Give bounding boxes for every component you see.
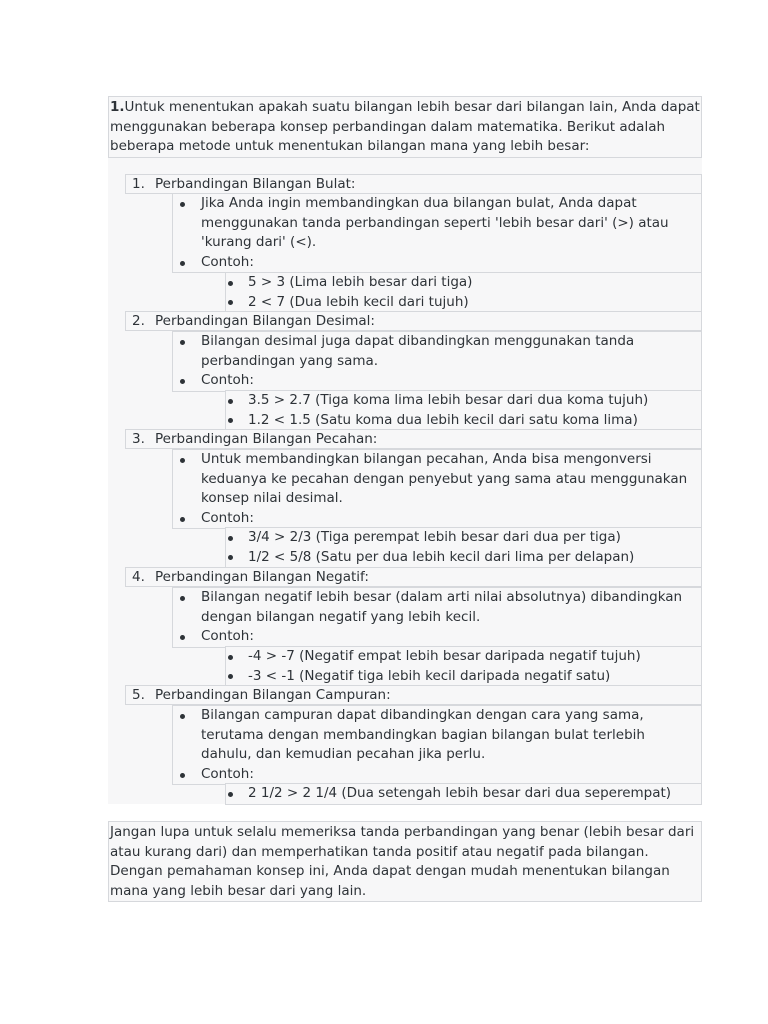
- bullet-text: Untuk membandingkan bilangan pecahan, Anda bisa mengonversi: [201, 451, 652, 467]
- bullet-text: dahulu, dan kemudian pecahan jika perlu.: [201, 746, 486, 762]
- section-title: Perbandingan Bilangan Desimal:: [155, 313, 375, 329]
- example-item: 1.2 < 1.5 (Satu koma dua lebih kecil dari satu koma lima): [248, 411, 638, 428]
- bullet-dot: [228, 555, 233, 560]
- intro-number: 1.: [110, 99, 125, 115]
- bullet-text: terutama dengan membandingkan bagian bilangan bulat terlebih: [201, 726, 645, 743]
- bullet-dot: [180, 517, 185, 522]
- example-item: 3.5 > 2.7 (Tiga koma lima lebih besar dari dua koma tujuh): [248, 392, 649, 408]
- section-title: Perbandingan Bilangan Pecahan:: [155, 431, 378, 447]
- bullet-dot: [180, 714, 185, 719]
- closing-paragraph: [108, 821, 702, 902]
- intro-paragraph: [108, 96, 702, 158]
- contoh-label: Contoh:: [201, 253, 254, 270]
- bullet-dot: [228, 399, 233, 404]
- example-item: 5 > 3 (Lima lebih besar dari tiga): [248, 274, 473, 290]
- contoh-label: Contoh:: [201, 628, 254, 644]
- bullet-dot: [180, 773, 185, 778]
- section-number: 3.: [132, 431, 145, 447]
- bullet-dot: [180, 596, 185, 601]
- outro-line: atau kurang dari) dan memperhatikan tanda positif atau negatif pada bilangan.: [110, 843, 649, 860]
- section-title: Perbandingan Bilangan Bulat:: [155, 176, 356, 192]
- section-bullets: [172, 193, 702, 273]
- intro-line: beberapa metode untuk menentukan bilangan mana yang lebih besar:: [110, 138, 590, 154]
- bullet-text: 'kurang dari' (<).: [201, 234, 317, 250]
- example-item: 3/4 > 2/3 (Tiga perempat lebih besar dari dua per tiga): [248, 529, 621, 545]
- bullet-text: keduanya ke pecahan dengan penyebut yang sama atau menggunakan: [201, 470, 688, 487]
- bullet-text: Bilangan negatif lebih besar (dalam arti nilai absolutnya) dibandingkan: [201, 589, 683, 605]
- section-number: 5.: [132, 687, 145, 703]
- example-list: [225, 390, 702, 431]
- contoh-label: Contoh:: [201, 509, 254, 526]
- section-heading: [125, 174, 702, 194]
- section-title: Perbandingan Bilangan Campuran:: [155, 687, 391, 703]
- outro-line: Jangan lupa untuk selalu memeriksa tanda perbandingan yang benar (lebih besar dari: [110, 824, 695, 840]
- example-list: [225, 272, 702, 313]
- section-heading: [125, 311, 702, 331]
- outro-line: Dengan pemahaman konsep ini, Anda dapat dengan mudah menentukan bilangan: [110, 863, 670, 879]
- bullet-text: dengan bilangan negatif yang lebih kecil.: [201, 608, 481, 625]
- example-list: [225, 783, 702, 805]
- example-item: 2 1/2 > 2 1/4 (Dua setengah lebih besar dari dua seperempat): [248, 785, 672, 801]
- bullet-dot: [228, 536, 233, 541]
- section-heading: [125, 567, 702, 587]
- example-item: -4 > -7 (Negatif empat lebih besar daripada negatif tujuh): [248, 648, 641, 664]
- section-bullets: [172, 449, 702, 529]
- section-heading: [125, 685, 702, 705]
- example-list: [225, 527, 702, 568]
- section-number: 2.: [132, 313, 145, 329]
- bullet-dot: [180, 340, 185, 345]
- example-item: -3 < -1 (Negatif tiga lebih kecil daripada negatif satu): [248, 667, 611, 684]
- bullet-text: Jika Anda ingin membandingkan dua bilangan bulat, Anda dapat: [201, 195, 637, 211]
- bullet-text: Bilangan campuran dapat dibandingkan dengan cara yang sama,: [201, 707, 644, 723]
- bullet-dot: [228, 418, 233, 423]
- bullet-dot: [228, 674, 233, 679]
- intro-line: Untuk menentukan apakah suatu bilangan lebih besar dari bilangan lain, Anda dapat: [124, 99, 700, 115]
- section-number: 4.: [132, 569, 145, 585]
- outro-line: mana yang lebih besar dari yang lain.: [110, 882, 367, 899]
- bullet-dot: [228, 300, 233, 305]
- section-bullets: [172, 587, 702, 648]
- bullet-dot: [228, 281, 233, 286]
- bullet-dot: [180, 379, 185, 384]
- intro-line: menggunakan beberapa konsep perbandingan dalam matematika. Berikut adalah: [110, 118, 666, 135]
- section-bullets: [172, 705, 702, 785]
- bullet-dot: [228, 655, 233, 660]
- bullet-dot: [180, 635, 185, 640]
- example-item: 2 < 7 (Dua lebih kecil dari tujuh): [248, 293, 469, 310]
- bullet-dot: [180, 458, 185, 463]
- bullet-text: Bilangan desimal juga dapat dibandingkan menggunakan tanda: [201, 333, 635, 349]
- section-bullets: [172, 331, 702, 392]
- example-item: 1/2 < 5/8 (Satu per dua lebih kecil dari lima per delapan): [248, 548, 635, 565]
- section-title: Perbandingan Bilangan Negatif:: [155, 569, 369, 585]
- bullet-text: konsep nilai desimal.: [201, 490, 343, 506]
- bullet-text: perbandingan yang sama.: [201, 352, 379, 369]
- contoh-label: Contoh:: [201, 765, 254, 782]
- contoh-label: Contoh:: [201, 372, 254, 388]
- example-list: [225, 646, 702, 687]
- bullet-dot: [180, 202, 185, 207]
- section-number: 1.: [132, 176, 145, 192]
- bullet-text: menggunakan tanda perbandingan seperti 'lebih besar dari' (>) atau: [201, 214, 669, 231]
- bullet-dot: [228, 792, 233, 797]
- section-heading: [125, 429, 702, 449]
- bullet-dot: [180, 261, 185, 266]
